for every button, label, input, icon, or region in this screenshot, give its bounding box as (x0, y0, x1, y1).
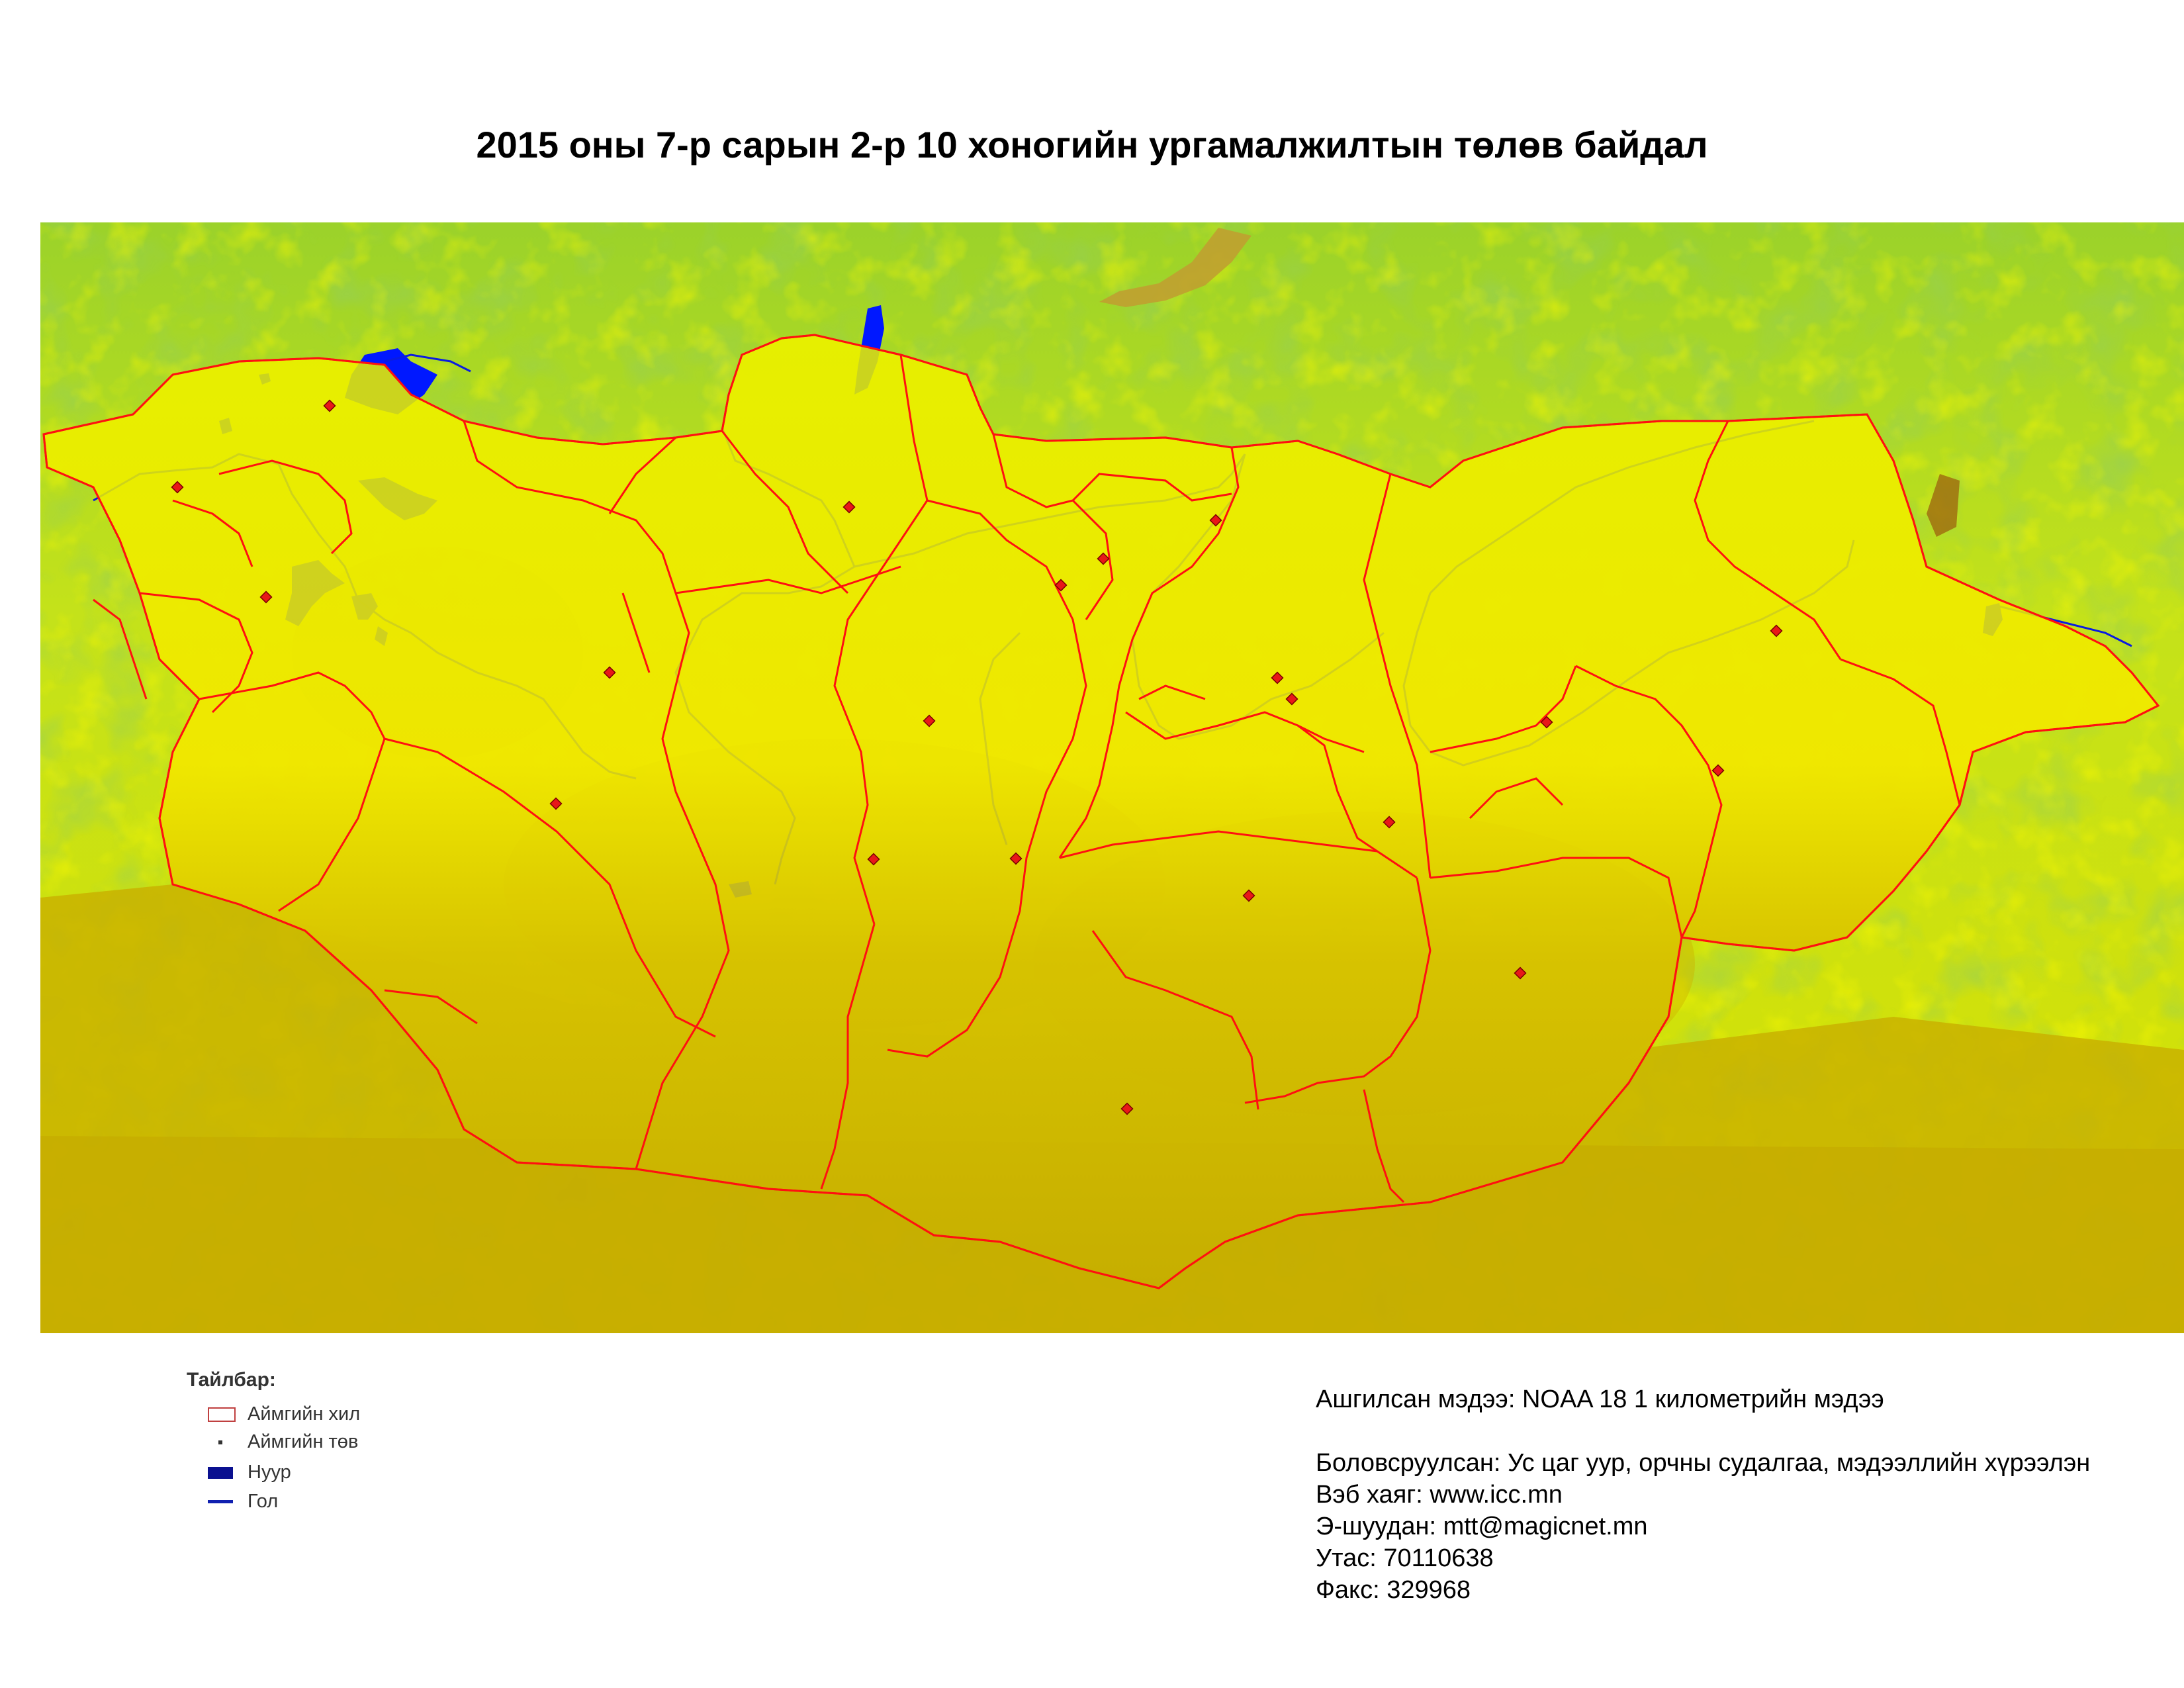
boundary-box-icon (206, 1406, 236, 1422)
producer: Боловсруулсан: Ус цаг уур, орчны судалгаа, мэдээллийн хүрээлэн (1316, 1449, 2091, 1477)
legend-item-lake: Нуур (206, 1459, 291, 1485)
map-title: 2015 оны 7-р сарын 2-р 10 хоногийн ургамалжилтын төлөв байдал (476, 124, 1708, 165)
email: Э-шуудан: mtt@magicnet.mn (1316, 1513, 1648, 1540)
map-info (1316, 1383, 2176, 1606)
legend-title: Тайлбар: (187, 1369, 276, 1391)
lake-fill-icon (206, 1464, 236, 1480)
website: Вэб хаяг: www.icc.mn (1316, 1481, 1563, 1509)
legend-item-center: Аймгийн төв (206, 1429, 358, 1455)
vegetation-map (40, 222, 2184, 1333)
legend-item-river: Гол (206, 1488, 278, 1515)
phone: Утас: 70110638 (1316, 1544, 1494, 1572)
dot-icon (206, 1434, 236, 1450)
legend-item-boundary: Аймгийн хил (206, 1401, 360, 1427)
river-line-icon (206, 1493, 236, 1509)
map-legend (160, 1364, 478, 1562)
fax: Факс: 329968 (1316, 1576, 1471, 1604)
data-source: Ашгилсан мэдээ: NOAA 18 1 километрийн мэдээ (1316, 1385, 1884, 1413)
